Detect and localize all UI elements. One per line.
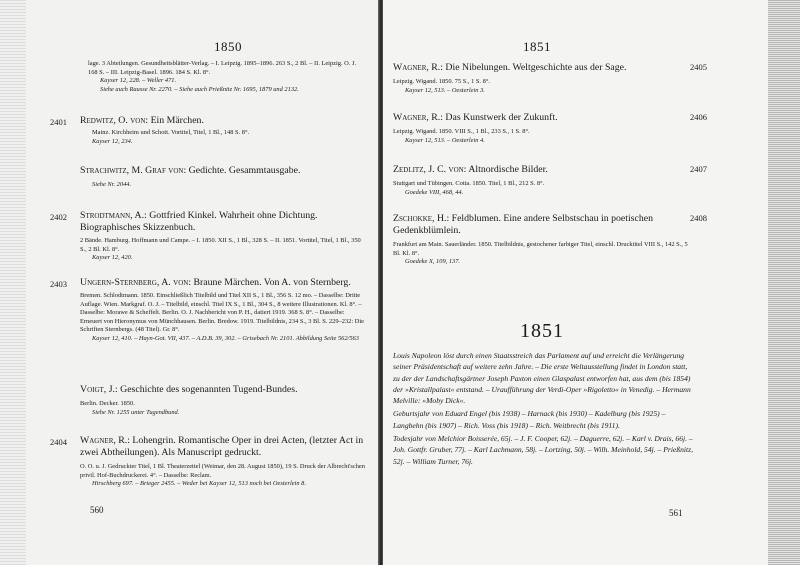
entry-imprint: Berlin. Decker. 1850. (80, 400, 135, 407)
entry-title: Ein Märchen. (148, 115, 204, 126)
entry-author: Wagner, R.: (393, 62, 443, 73)
entry-number: 2408 (690, 213, 707, 223)
entry-author: Ungern-Sternberg, A. von: (80, 277, 192, 288)
entry-refs: Kayser 12, 410. – Hayn-Got. VII, 437. – A.D.B. 39, 302. – Grisebach Nr. 2101. Abbildung Seite 562/563 (92, 334, 359, 342)
entry-author: Wagner, R.: (80, 435, 130, 446)
entry-heading (80, 435, 368, 459)
entry-title: Geschichte des sogenannten Tugend-Bundes. (117, 384, 298, 395)
entry-title: Altnordische Bilder. (466, 164, 548, 175)
entry-title: Gedichte. Gesammtausgabe. (186, 165, 301, 176)
entry-heading (80, 384, 368, 396)
entry-title: Das Kunstwerk der Zukunft. (442, 112, 558, 123)
continuation-ref-2: Siehe auch Rausse Nr. 2270. – Siehe auch Prießnitz Nr. 1695, 1879 und 2132. (100, 85, 299, 93)
entry-heading (393, 62, 683, 74)
entry-refs: Kayser 12, 513. – Oesterlein 3. (405, 86, 485, 94)
entry-imprint: 2 Bände. Hamburg. Hoffmann und Campe. – I. 1850. XII S., 1 Bl., 328 S. – II. 1851. Vortitel, Titel, 1 Bl., 350 S., 2 Bl. Kl. 8°. (80, 237, 361, 253)
entry-imprint: Frankfurt am Main. Sauerländer. 1850. Titelbildnis, gestochener farbiger Titel, einschl. Drucktitel VIII S., 142 S., 5 Bl. Kl. 8°. (393, 241, 688, 257)
bibliography-entry (80, 277, 368, 344)
entry-number: 2406 (690, 112, 707, 122)
right-page (383, 0, 800, 565)
entry-number: 2407 (690, 164, 707, 174)
entry-author: Wagner, R.: (393, 112, 443, 123)
entry-continuation (88, 60, 366, 94)
entry-heading (80, 210, 368, 234)
entry-heading (80, 165, 368, 177)
entry-imprint: Leipzig. Wigand. 1850. VIII S., 1 Bl., 233 S., 1 S. 8°. (393, 128, 530, 135)
entry-heading (80, 115, 368, 127)
intro-events: Louis Napoleon löst durch einen Staatsstreich das Parlament auf und erreicht die Verlängerung seiner Präsidentschaft auf weitere zehn Jahre. – Die erste Weltausstellung findet in London statt, zu der der Landschaftsgärtner Joseph Paxton einen Glaspalast entworfen hat, aus dem (bis 1854) der »Kristallpalast« entstand. – Uraufführung der Verdi-Oper »Rigoletto« in Venedig. – Hermann Melville: »Moby Dick«. (393, 351, 691, 406)
continuation-ref: Kayser 12, 228. – Weller 471. (100, 77, 177, 85)
entry-author: Zedlitz, J. C. von: (393, 164, 467, 175)
entry-refs: Kayser 12, 234. (92, 137, 133, 145)
entry-title: Die Nibelungen. Weltgeschichte aus der Sage. (442, 62, 627, 73)
entry-refs: Siehe Nr. 2044. (92, 181, 132, 188)
entry-imprint: Mainz. Kirchheim und Schott. Vortitel, Titel, 1 Bl., 148 S. 8°. (92, 129, 250, 136)
entry-title: Braune Märchen. Von A. von Sternberg. (191, 277, 351, 288)
year-intro (393, 350, 693, 469)
year-heading: 1851 (520, 320, 564, 342)
entry-imprint: O. O. u. J. Gedruckter Titel, 1 Bl. Theaterzettel (Weimar, den 28. August 1850), 19 S. Druck der Albrecht'schen privil. Hof-Buchdruckerei. 4°. – Dasselbe: Reclam. (80, 463, 365, 479)
entry-title: Feldblumen. Eine andere Selbstschau in poetischen Gedenkblümlein. (393, 213, 653, 236)
running-head-right: 1851 (523, 39, 551, 54)
entry-heading (393, 213, 689, 237)
entry-author: Strachwitz, M. Graf von: (80, 165, 187, 176)
entry-refs: Goedeke X, 109, 137. (405, 258, 461, 266)
entry-author: Redwitz, O. von: (80, 115, 149, 126)
bibliography-entry (80, 165, 368, 190)
entry-number: 2402 (50, 212, 67, 222)
entry-heading (80, 277, 368, 289)
bibliography-entry (80, 210, 368, 263)
entry-refs: Goedeke VIII, 468, 44. (405, 188, 464, 196)
entry-refs: Hirschberg 697. – Brieger 2455. – Weder bei Kayser 12, 513 noch bei Oesterlein 8. (92, 480, 306, 488)
entry-number: 2405 (690, 62, 707, 72)
entry-title: Gottfried Kinkel. Wahrheit ohne Dichtung. Biographisches Skizzenbuch. (80, 210, 318, 233)
entry-refs: Siehe Nr. 1255 unter Tugendbund. (92, 408, 180, 416)
running-head-left: 1850 (214, 39, 242, 54)
entry-refs: Kayser 12, 420. (92, 254, 133, 262)
entry-number: 2403 (50, 279, 67, 289)
entry-author: Strodtmann, A.: (80, 210, 147, 221)
entry-heading (393, 112, 683, 124)
intro-births: Geburtsjahr von Eduard Engel (bis 1938) – Harnack (bis 1930) – Kadelburg (bis 1925) – Langbehn (bis 1907) – Rich. Voss (bis 1918) – Rich. Weitbrecht (bis 1911). (393, 409, 666, 430)
continuation-body: lage. 3 Abteilungen. Gesundheitsblätter-Verlag. – I. Leipzig. 1895–1896. 263 S., 2 Bl. – II. Leipzig. O. J. 168 S. – III. Leipzig-Basel. 1896. 184 S. Kl. 8°. (88, 60, 357, 76)
entry-title: Lohengrin. Romantische Oper in drei Acten, (letzter Act in zwei Abtheilungen). Als Manuscript gedruckt. (80, 435, 364, 458)
entry-imprint: Bremen. Schlodtmann. 1850. Einschließlich Titelbild und Titel XII S., 1 Bl., 356 S. 12 mo. – Dasselbe: Dritte Auflage. Wien. Markgraf. O. J. – Titelbild, einschl. Titel IX S., 1 Bl., 304 S., 8 weitere Illustrationen. Kl. 8°. – Dasselbe: Morawe & Scheffelt. Berlin. O. J. Nachbericht von P. H., datiert 1919. 368 S. 8°. – Dasselbe: Erneuert von Hieronymus von Münchhausen. Berlin. Bredow. 1919. Titelbildnis, 234 S., 3 Bl. S. 229–232: Die Schriften Sternbergs. (48 Titel). Gr. 8°. (80, 292, 364, 334)
entry-imprint: Leipzig. Wigand. 1850. 75 S., 1 S. 8°. (393, 78, 490, 85)
bibliography-entry (80, 435, 368, 489)
bibliography-entry (80, 115, 368, 146)
bibliography-entry (80, 384, 368, 417)
bibliography-entry (393, 62, 683, 95)
page-number-right: 561 (669, 508, 683, 518)
entry-author: Zschokke, H.: (393, 213, 450, 224)
entry-author: Voigt, J.: (80, 384, 118, 395)
entry-heading (393, 164, 683, 176)
entry-refs: Kayser 12, 513. – Oesterlein 4. (405, 136, 485, 144)
entry-number: 2404 (50, 437, 67, 447)
left-page (0, 0, 380, 565)
entry-number: 2401 (50, 117, 67, 127)
bibliography-entry (393, 164, 683, 197)
page-number-left: 560 (90, 505, 104, 515)
bibliography-entry (393, 112, 683, 145)
bibliography-entry (393, 213, 689, 267)
intro-deaths: Todesjahr von Melchior Boisserée, 65j. – J. F. Cooper, 62j. – Daguerre, 62j. – Karl v. Drais, 66j. – Joh. Gottfr. Gruber, 77j. – Karl Lachmann, 58j. – Lortzing, 50j. – Wilh. Meinhold, 54j. – Prießnitz, 52j. – William Turner, 76j. (393, 434, 693, 466)
entry-imprint: Stuttgart und Tübingen. Cotta. 1850. Titel, 1 Bl., 212 S. 8°. (393, 180, 545, 187)
